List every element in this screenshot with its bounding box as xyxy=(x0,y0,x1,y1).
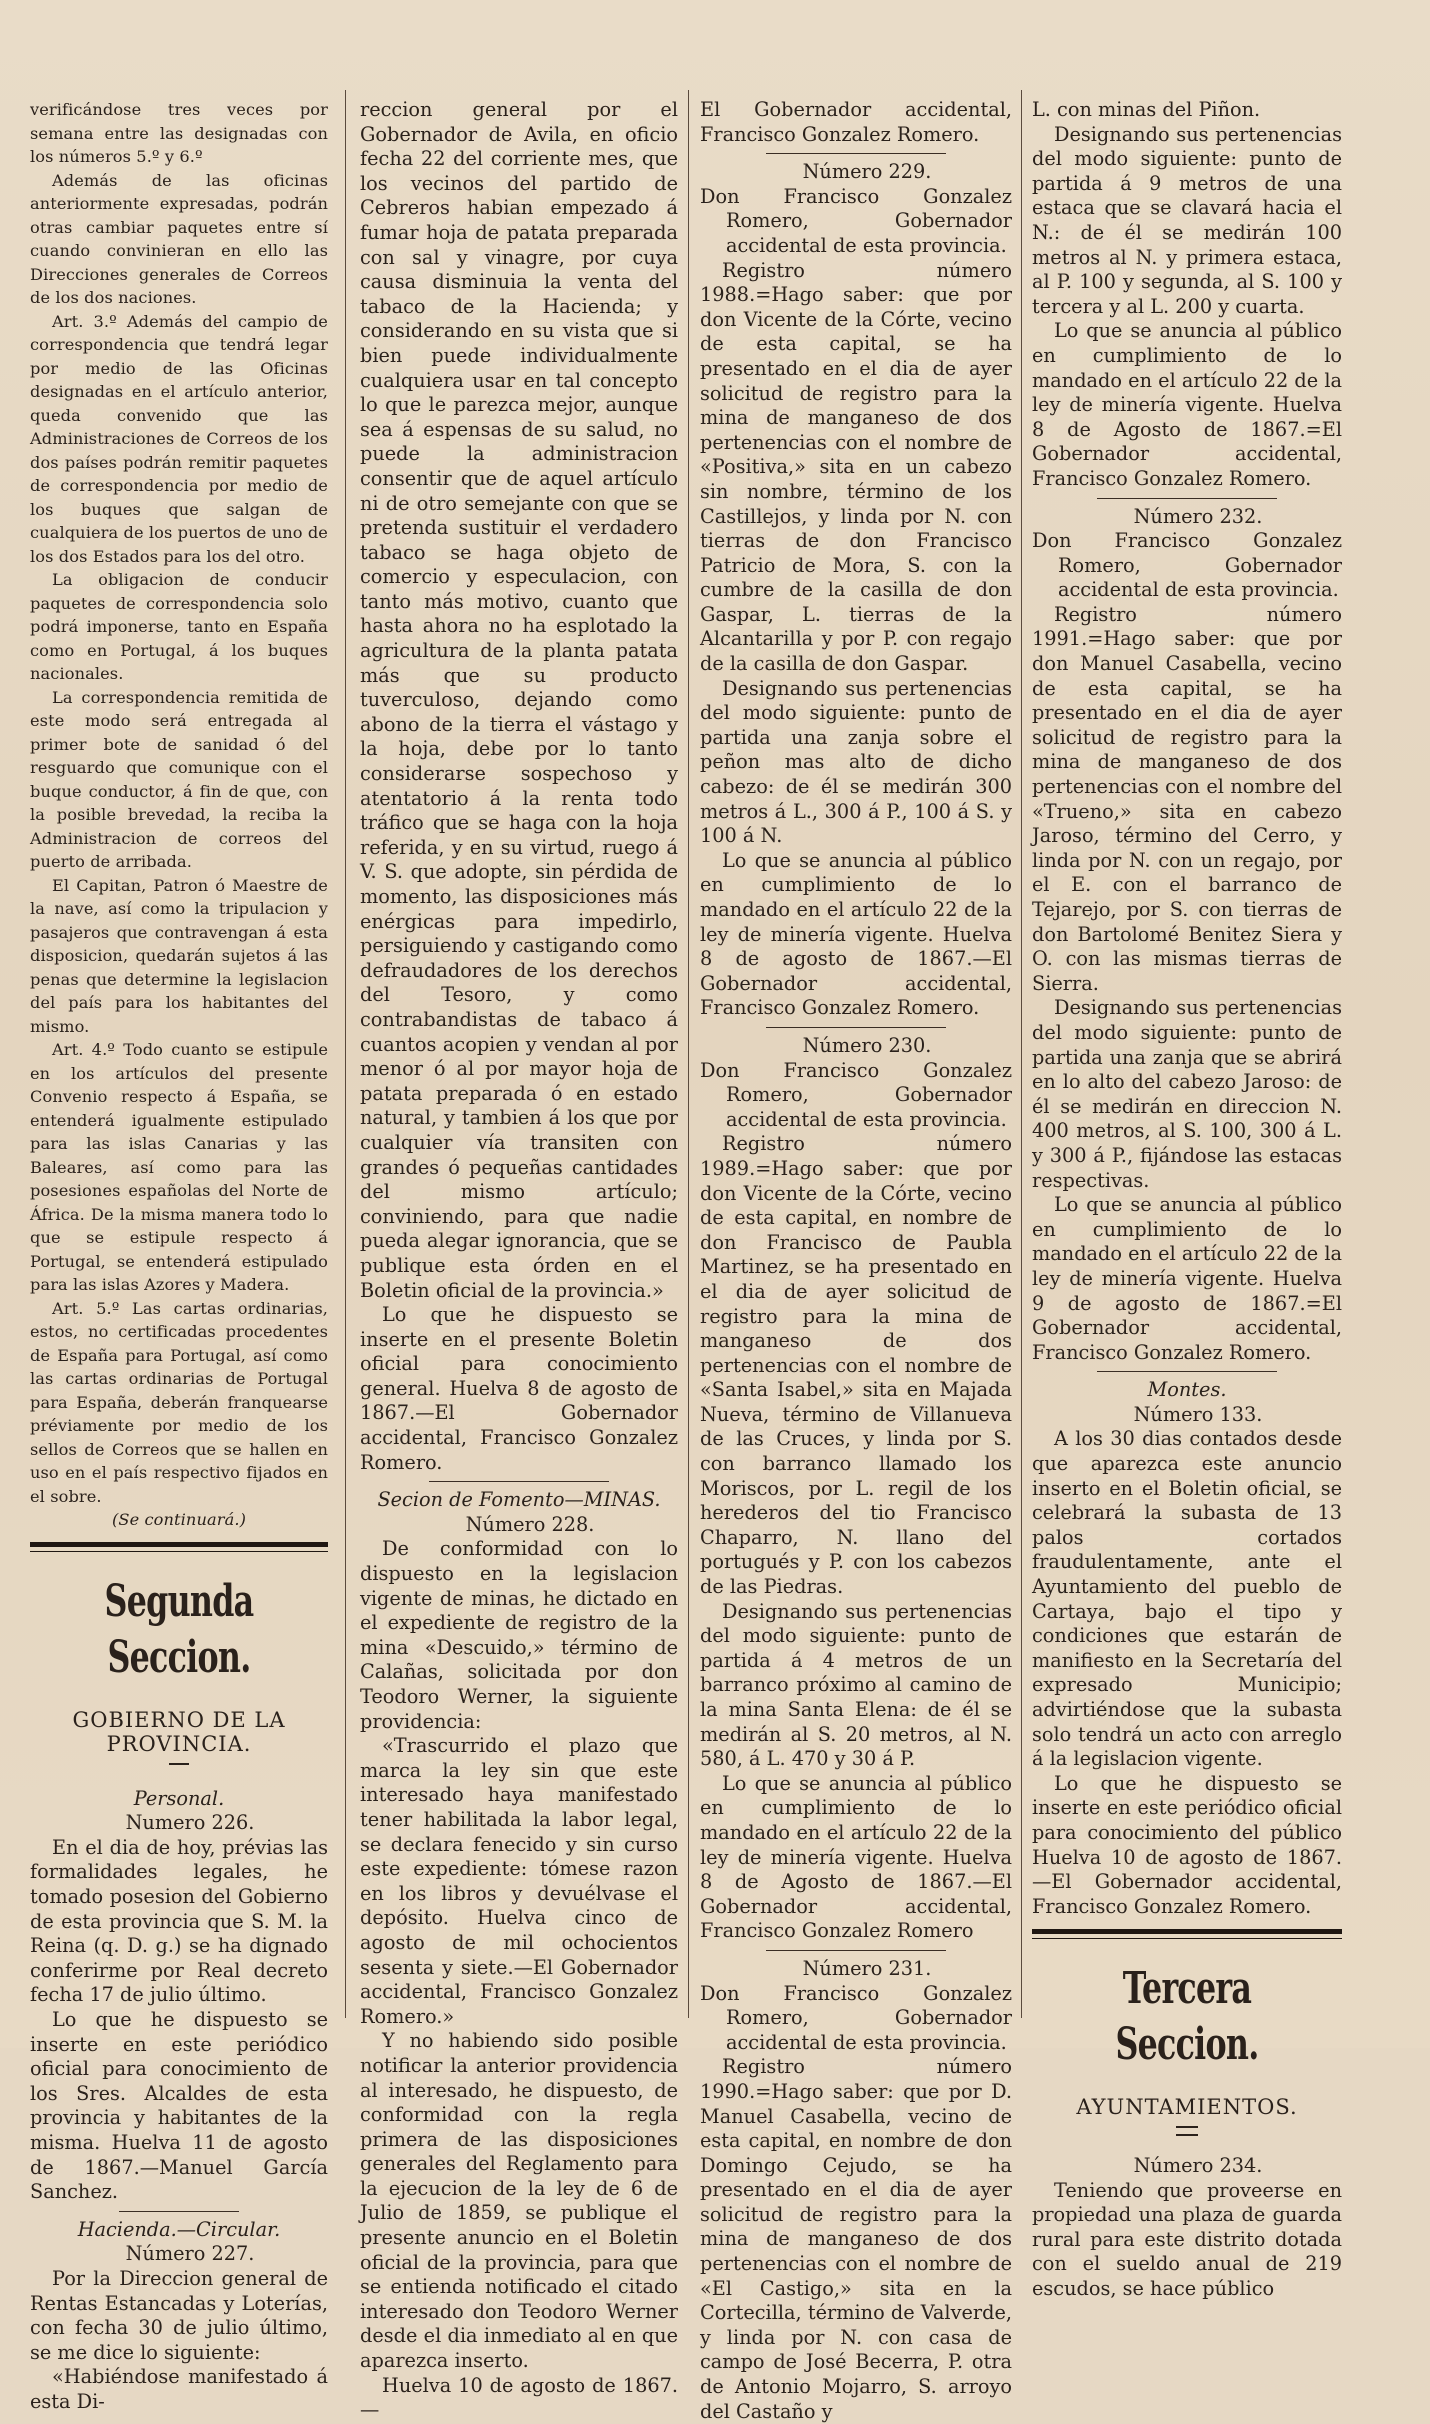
paragraph: verificándose tres veces por semana entre las designadas con los números 5.º y 6.º xyxy=(30,100,328,166)
paragraph: La correspondencia remitida de este modo será entregada al primer bote de sanidad ó del resguardo que comunique con el buque conductor, á fin de que, con la posible brevedad, la reciba la Administracion de correos del puerto de arribada. xyxy=(30,687,328,871)
column-4 xyxy=(1032,98,1342,2300)
paragraph: Art. 5.º Las cartas ordinarias, estos, no certificadas procedentes de España para Portugal, así como las cartas ordinarias de Portugal para España, deberán franquearse préviamente por medio de los sellos de Correos que se hallen en uso en el país respectivo fijados en el sobre. xyxy=(30,1298,328,1506)
paragraph: Registro número 1988.=Hago saber: que por don Vicente de la Córte, vecino de esta capital, se ha presentado en el dia de ayer solicitud de registro para la mina de manganeso de dos pertenencias con el nombre de «Positiva,» sita en un cabezo sin nombre, término de los Castillejos, y linda por N. con tierras de don Francisco Patricio de Mora, S. con la cumbre de la casilla de don Gaspar, L. tierras de la Alcantarilla y por P. con regajo de la casilla de don Gaspar. xyxy=(700,258,1012,676)
paragraph: L. con minas del Piñon. xyxy=(1032,98,1261,121)
notice-number: Número 227. xyxy=(125,2242,255,2266)
notice-number: Número 228. xyxy=(465,1512,595,1536)
section-rule xyxy=(30,1542,328,1547)
paragraph: Lo que se anuncia al público en cumplimiento de lo mandado en el artículo 22 de la ley de minería vigente. Huelva 8 de Agosto de 1867.=El Gobernador accidental, Francisco Gonzalez Romero. xyxy=(1032,319,1342,490)
paragraph: Lo que se anuncia al público en cumplimiento de lo mandado en el artículo 22 de la ley de minería vigente. Huelva 8 de Agosto de 1867.—El Gobernador accidental, Francisco Gonzalez Romero xyxy=(700,1771,1012,1943)
column-3 xyxy=(700,98,1012,2423)
section-title: Segunda Seccion. xyxy=(104,1575,254,1683)
subheading: Hacienda.—Circular. xyxy=(77,2217,281,2241)
paragraph: Lo que se anuncia al público en cumplimiento de lo mandado en el artículo 22 de la ley de minería vigente. Huelva 8 de agosto de 1867.—El Gobernador accidental, Francisco Gonzalez Romero. xyxy=(700,848,1012,1020)
paragraph: Designando sus pertenencias del modo siguiente: punto de partida una zanja que se abrirá en lo alto del cabezo Jaroso: de él se medirán en direccion N. 400 metros, al S. 100, 300 á L. y 300 á P., fijándose las estacas respectivas. xyxy=(1032,996,1342,1192)
notice-number: Número 232. xyxy=(1133,504,1263,528)
paragraph: Huelva 10 de agosto de 1867.— xyxy=(360,2373,678,2422)
paragraph: Designando sus pertenencias del modo siguiente: punto de partida una zanja sobre el peñon mas alto de dicho cabezo: de él se medirán 300 metros á L., 300 á P., 100 á S. y 100 á N. xyxy=(700,676,1012,848)
subheading: Secion de Fomento—MINAS. xyxy=(377,1488,661,1512)
subheading: Personal. xyxy=(133,1786,225,1810)
subheading: GOBIERNO DE LA PROVINCIA. xyxy=(72,1707,286,1757)
notice-header: Don Francisco Gonzalez Romero, Gobernador accidental de esta provincia. xyxy=(1032,529,1342,602)
divider xyxy=(1097,1371,1277,1372)
paragraph: Art. 4.º Todo cuanto se estipule en los artículos del presente Convenio respecto á España, se entenderá igualmente estipulado para las islas Canarias y las Baleares, así como para las posesiones españolas del Norte de África. De la misma manera todo lo que se estipule respecto á Portugal, se entenderá estipulado para las islas Azores y Madera. xyxy=(30,1040,328,1294)
paragraph: reccion general por el Gobernador de Avila, en oficio fecha 22 del corriente mes, que los vecinos del partido de Cebreros habian empezado á fumar hoja de patata preparada con sal y vinagre, por cuya causa disminuia la venta del tabaco de la Hacienda; y considerando en su vista que si bien puede individualmente cualquiera usar en tal concepto lo que le parezca mejor, aunque sea á espensas de su salud, no puede la administracion consentir que de aquel artículo ni de otro semejante con que se pretenda sustituir el verdadero tabaco se haga objeto de comercio y especulacion, con tanto más motivo, cuanto que hasta ahora no ha esplotado la agricultura de la planta patata más que su producto tuverculoso, dejando como abono de la tierra el vástago y la hoja, debe por lo tanto considerarse sospechoso y atentatorio á la renta todo tráfico que se haga con la hoja referida, y en su virtud, ruego á V. S. que adopte, sin pérdida de momento, las disposiciones más enérgicas para impedirlo, persiguiendo y castigando como defraudadores de los derechos del Tesoro, y como contrabandistas de tabaco á cuantos acopien y vendan al por menor ó al por mayor hoja de patata preparada ó en estado natural, y tambien á los que por cualquier vía transiten con grandes ó pequeñas cantidades del mismo artículo; conviniendo, para que nadie pueda alegar ignorancia, que se publique esta órden en el Boletin oficial de la provincia.» xyxy=(360,98,678,1302)
paragraph: Lo que he dispuesto se inserte en este periódico oficial para conocimiento del público Huelva 10 de agosto de 1867.—El Gobernador accidental, Francisco Gonzalez Romero. xyxy=(1032,1771,1342,1918)
paragraph: Y no habiendo sido posible notificar la anterior providencia al interesado, he dispuesto, de conformidad con la regla primera de las disposiciones generales del Reglamento para la ejecucion de la ley de 6 de Julio de 1859, se publique el presente anuncio en el Boletin oficial de la provincia, para que se entienda notificado el citado interesado don Teodoro Werner desde el dia inmediato al en que aparezca inserto. xyxy=(360,2029,678,2373)
paragraph: Lo que se anuncia al público en cumplimiento de lo mandado en el artículo 22 de la ley de minería vigente. Huelva 9 de agosto de 1867.=El Gobernador accidental, Francisco Gonzalez Romero. xyxy=(1032,1193,1342,1364)
notice-header: Don Francisco Gonzalez Romero, Gobernador accidental de esta provincia. xyxy=(700,1058,1012,1131)
paragraph: Lo que he dispuesto se inserte en este periódico oficial para conocimiento de los Sres. Alcaldes de esta provincia y habitantes de la misma. Huelva 11 de agosto de 1867.—Manuel García Sanchez. xyxy=(30,2008,328,2204)
section-rule xyxy=(1032,1938,1342,1939)
notice-number: Número 229. xyxy=(802,160,932,184)
column-divider xyxy=(345,90,346,2018)
paragraph: Art. 3.º Además del campio de correspondencia que tendrá legar por medio de las Oficinas designadas en el artículo anterior, queda convenido que las Administraciones de Correos de los dos países podrán remitir paquetes de correspondencia por medio de los buques que salgan de cualquiera de los puertos de uno de los dos Estados para los del otro. xyxy=(30,311,328,566)
paragraph: Registro número 1989.=Hago saber: que por don Vicente de la Córte, vecino de esta capital, en nombre de don Francisco de Paubla Martinez, se ha presentado en el dia de ayer solicitud de registro para la mina de manganeso de dos pertenencias con el nombre de «Santa Isabel,» sita en Majada Nueva, término de Villanueva de las Cruces, y linda por S. con barranco llamado los Moriscos, por L. regil de los herederos del tio Francisco Chaparro, N. llano del portugués y P. con los cabezos de las Piedras. xyxy=(700,1132,1012,1599)
divider xyxy=(119,2211,239,2212)
paragraph: «Habiéndose manifestado á esta Di- xyxy=(30,2365,328,2413)
subheading: Montes. xyxy=(1147,1378,1227,1402)
section-title: Tercera Seccion. xyxy=(1115,1963,1259,2071)
paragraph: Designando sus pertenencias del modo siguiente: punto de partida á 9 metros de una estaca que se clavará hacia el N.: de él se medirán 100 metros al N. y primera estaca, al P. 100 y segunda, al S. 100 y tercera y al L. 200 y cuarta. xyxy=(1032,122,1342,318)
subheading: AYUNTAMIENTOS. xyxy=(1076,2095,1298,2120)
paragraph: Lo que he dispuesto se inserte en el presente Boletin oficial para conocimiento general. Huelva 8 de agosto de 1867.—El Gobernador accidental, Francisco Gonzalez Romero. xyxy=(360,1303,678,1474)
column-divider xyxy=(688,90,689,2018)
notice-header: Don Francisco Gonzalez Romero, Gobernador accidental de esta provincia. xyxy=(700,184,1012,257)
paragraph: Designando sus pertenencias del modo siguiente: punto de partida á 4 metros de un barranco próximo al camino de la mina Santa Elena: de él se medirán al S. 20 metros, al N. 580, á L. 470 y 30 á P. xyxy=(700,1599,1012,1771)
continuation-note: (Se continuará.) xyxy=(111,1510,246,1529)
paragraph: Teniendo que proveerse en propiedad una plaza de guarda rural para este distrito dotada con el sueldo anual de 219 escudos, se hace público xyxy=(1032,2178,1342,2300)
paragraph: «Trascurrido el plazo que marca la ley sin que este interesado haya manifestado tener habilitada la labor legal, se declara fenecido y sin curso este expediente: tómese razon en los libros y devuélvase el depósito. Huelva cinco de agosto de mil ochocientos sesenta y siete.—El Gobernador accidental, Francisco Gonzalez Romero.» xyxy=(360,1734,678,2028)
paragraph: Además de las oficinas anteriormente expresadas, podrán otras cambiar paquetes entre sí cuando convinieran en ello las Direcciones generales de Correos de los dos naciones. xyxy=(30,170,328,307)
notice-number: Número 231. xyxy=(802,1956,932,1980)
notice-header: Don Francisco Gonzalez Romero, Gobernador accidental de esta provincia. xyxy=(700,1981,1012,2054)
paragraph: La obligacion de conducir paquetes de correspondencia solo podrá imponerse, tanto en España como en Portugal, á los buques nacionales. xyxy=(30,570,328,683)
paragraph: A los 30 dias contados desde que aparezca este anuncio inserto en el Boletin oficial, se celebrará la subasta de 13 palos cortados fraudulentamente, ante el Ayuntamiento del pueblo de Cartaya, bajo el tipo y condiciones que estarán de manifiesto en la Secretaría del expresado Municipio; advirtiéndose que la subasta solo tendrá un acto con arreglo á la legislacion vigente. xyxy=(1032,1427,1342,1771)
divider xyxy=(766,1950,946,1951)
divider xyxy=(766,1027,946,1028)
section-rule xyxy=(30,1551,328,1552)
notice-number: Número 133. xyxy=(1133,1402,1263,1426)
section-rule xyxy=(1032,1929,1342,1934)
paragraph: El Capitan, Patron ó Maestre de la nave, así como la tripulacion y pasajeros que contravengan á esta disposicion, quedarán sujetos á las penas que determine la legislacion del país para los habitantes del mismo. xyxy=(30,875,328,1036)
paragraph: De conformidad con lo dispuesto en la legislacion vigente de minas, he dictado en el expediente de registro de la mina «Descuido,» término de Calañas, solicitada por don Teodoro Werner, la siguiente providencia: xyxy=(360,1537,678,1733)
paragraph: Registro número 1990.=Hago saber: que por D. Manuel Casabella, vecino de esta capital, en nombre de don Domingo Cejudo, se ha presentado en el dia de ayer solicitud de registro para la mina de manganeso de dos pertenencias con el nombre de «El Castigo,» sita en la Cortecilla, término de Valverde, y linda por N. con casa de campo de José Becerra, P. otra de Antonio Mojarro, S. arroyo del Castaño y xyxy=(700,2055,1012,2423)
paragraph: El Gobernador accidental, Francisco Gonzalez Romero. xyxy=(700,98,1012,146)
column-2 xyxy=(360,98,678,2422)
paragraph: En el dia de hoy, prévias las formalidades legales, he tomado posesion del Gobierno de esta provincia que S. M. la Reina (q. D. g.) se ha dignado conferirme por Real decreto fecha 17 de julio último. xyxy=(30,1835,328,2007)
divider xyxy=(1097,498,1277,499)
divider xyxy=(1176,2126,1198,2136)
divider xyxy=(766,153,946,154)
notice-number: Numero 226. xyxy=(125,1811,255,1835)
column-1 xyxy=(30,98,328,2413)
notice-number: Número 230. xyxy=(802,1033,932,1057)
divider xyxy=(169,1763,189,1765)
paragraph: Registro número 1991.=Hago saber: que por don Manuel Casabella, vecino de esta capital, se ha presentado en el dia de ayer solicitud de registro para la mina de manganeso de dos pertenencias con el nombre del «Trueno,» sita en cabezo Jaroso, término del Cerro, y linda por N. con un regajo, por el E. con el barranco de Tejarejo, por S. con tierras de don Bartolomé Benitez Siera y O. con las mismas tierras de Sierra. xyxy=(1032,602,1342,995)
paragraph: Por la Direccion general de Rentas Estancadas y Loterías, con fecha 30 de julio último, se me dice lo siguiente: xyxy=(30,2266,328,2364)
divider xyxy=(429,1481,609,1482)
notice-number: Número 234. xyxy=(1133,2153,1263,2177)
column-divider xyxy=(1021,90,1022,2018)
